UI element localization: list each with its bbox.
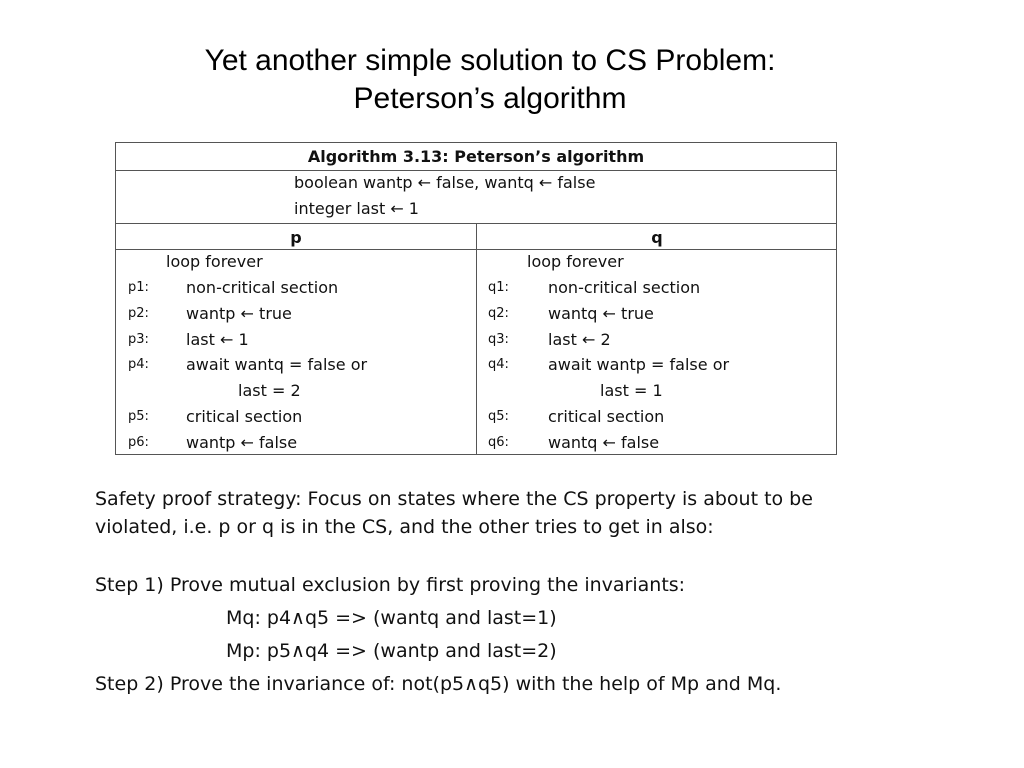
declaration-integer: integer last ← 1 <box>294 199 419 218</box>
p-line-label: p6: <box>128 435 149 450</box>
q-line-label: q3: <box>488 332 509 347</box>
p-line-label: p3: <box>128 332 149 347</box>
q-loop-forever: loop forever <box>527 252 624 271</box>
q-line-text: wantq ← true <box>548 304 654 323</box>
p-line-text: wantp ← false <box>186 433 298 452</box>
q-line-label: q6: <box>488 435 509 450</box>
q-line-label: q4: <box>488 357 509 372</box>
q-line-label: q1: <box>488 280 509 295</box>
safety-strategy-line-1: Safety proof strategy: Focus on states where the CS property is about to be <box>95 488 813 510</box>
algorithm-header: Algorithm 3.13: Peterson’s algorithm <box>307 147 645 166</box>
declaration-booleans: boolean wantp ← false, wantq ← false <box>294 173 596 192</box>
p-line-label: p1: <box>128 280 149 295</box>
q-line-continuation: last = 1 <box>600 381 663 400</box>
q-line-text: await wantp = false or <box>548 355 730 374</box>
title-line-1: Yet another simple solution to CS Problem: <box>204 44 776 77</box>
q-line-label: q2: <box>488 306 509 321</box>
p-line-text: last ← 1 <box>186 330 249 349</box>
p-line-text: critical section <box>186 407 303 426</box>
safety-strategy-line-2: violated, i.e. p or q is in the CS, and the other tries to get in also: <box>95 516 714 538</box>
p-line-text: wantp ← true <box>186 304 292 323</box>
column-heading-p: p <box>290 228 302 247</box>
q-line-text: wantq ← false <box>548 433 660 452</box>
column-heading-q: q <box>651 228 663 247</box>
p-loop-forever: loop forever <box>166 252 263 271</box>
p-line-text: non-critical section <box>186 278 339 297</box>
q-line-text: last ← 2 <box>548 330 611 349</box>
invariant-mp: Mp: p5∧q4 => (wantp and last=2) <box>226 640 557 662</box>
q-line-text: non-critical section <box>548 278 701 297</box>
p-line-label: p2: <box>128 306 149 321</box>
p-line-text: await wantq = false or <box>186 355 368 374</box>
invariant-mq: Mq: p4∧q5 => (wantq and last=1) <box>226 607 557 629</box>
step-1: Step 1) Prove mutual exclusion by first proving the invariants: <box>95 574 686 596</box>
p-line-continuation: last = 2 <box>238 381 301 400</box>
q-line-label: q5: <box>488 409 509 424</box>
column-divider <box>476 223 477 454</box>
title-line-2: Peterson’s algorithm <box>353 82 627 115</box>
algorithm-box <box>115 142 837 455</box>
p-line-label: p5: <box>128 409 149 424</box>
slide-title <box>0 42 980 118</box>
q-line-text: critical section <box>548 407 665 426</box>
step-2: Step 2) Prove the invariance of: not(p5∧q5) with the help of Mp and Mq. <box>95 673 782 695</box>
p-line-label: p4: <box>128 357 149 372</box>
